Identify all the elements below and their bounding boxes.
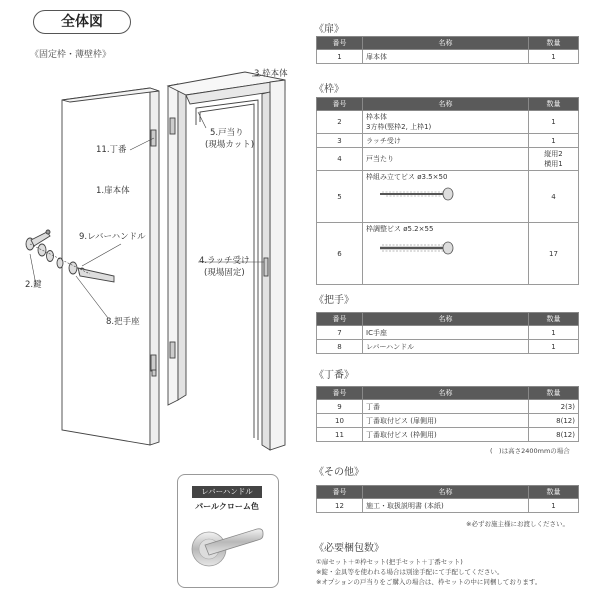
row-no: 6	[317, 223, 363, 285]
row-name: 戸当たり	[363, 148, 529, 171]
table-row	[317, 171, 579, 223]
col-name: 名称	[363, 486, 529, 499]
row-name: 枠組み立てビス ø3.5×50	[366, 173, 448, 181]
row-name: 枠調整ビス ø5.2×55	[366, 225, 434, 233]
table-row	[317, 50, 579, 64]
table-row	[317, 414, 579, 428]
packing-line-3: ※オプションの戸当りをご購入の場合は、枠セットの中に同梱しております。	[316, 578, 542, 586]
row-no: 8	[317, 340, 363, 354]
col-qty: 数量	[529, 387, 579, 400]
row-name-cell	[363, 171, 529, 223]
door-frame-diagram	[0, 60, 300, 470]
row-qty: 1	[529, 111, 579, 134]
row-name: 丁番取付ビス (扉側用)	[363, 414, 529, 428]
table-row	[317, 340, 579, 354]
section-other: 《その他》	[314, 467, 364, 478]
section-door: 《扉》	[314, 24, 344, 35]
row-no: 1	[317, 50, 363, 64]
col-name: 名称	[363, 313, 529, 326]
row-no: 10	[317, 414, 363, 428]
frame-right-jamb-front	[270, 80, 285, 450]
label-frame-body: 3.枠本体	[254, 69, 288, 79]
sample-color-name: パールクローム色	[195, 502, 259, 511]
row-name	[363, 111, 529, 134]
row-name: ラッチ受け	[363, 134, 529, 148]
row-qty: 4	[529, 171, 579, 223]
label-door-body: 1.扉本体	[96, 186, 130, 196]
section-frame: 《枠》	[314, 84, 344, 95]
row-qty-line2: 横用1	[544, 160, 563, 168]
table-row	[317, 134, 579, 148]
row-qty: 1	[529, 340, 579, 354]
table-row	[317, 148, 579, 171]
col-qty: 数量	[529, 37, 579, 50]
row-qty: 8(12)	[529, 414, 579, 428]
col-no: 番号	[317, 98, 363, 111]
row-no: 2	[317, 111, 363, 134]
table-row	[317, 428, 579, 442]
section-hinge: 《丁番》	[314, 370, 354, 381]
row-qty: 8(12)	[529, 428, 579, 442]
row-name: 丁番	[363, 400, 529, 414]
diagram-subtitle: 《固定枠・薄壁枠》	[30, 50, 112, 60]
col-name: 名称	[363, 98, 529, 111]
leader-door-stop	[198, 112, 206, 128]
table-row	[317, 111, 579, 134]
frame-assembly-screw-icon	[378, 186, 458, 202]
col-qty: 数量	[529, 486, 579, 499]
packing-line-1: ①扉セット＋②枠セット(把手セット＋丁番セット)	[316, 558, 463, 566]
row-no: 4	[317, 148, 363, 171]
col-no: 番号	[317, 387, 363, 400]
col-no: 番号	[317, 486, 363, 499]
jamb-hinge-top	[170, 118, 175, 134]
label-handle-base: 8.把手座	[106, 317, 140, 327]
frame-left-jamb-side	[178, 84, 186, 400]
row-qty: 1	[529, 326, 579, 340]
row-name: 扉本体	[363, 50, 529, 64]
other-parts-table	[316, 485, 579, 513]
label-latch-receiver-note: (現場固定)	[204, 268, 245, 278]
door-hinge-bottom	[151, 355, 156, 371]
row-qty: 1	[529, 50, 579, 64]
row-no: 12	[317, 499, 363, 513]
page-title: 全体図	[33, 10, 131, 34]
col-qty: 数量	[529, 313, 579, 326]
row-qty	[529, 148, 579, 171]
hinge-note: ( )は高さ2400mmの場合	[490, 447, 570, 455]
row-qty: 1	[529, 134, 579, 148]
col-no: 番号	[317, 313, 363, 326]
row-name-line1: 枠本体	[366, 113, 387, 121]
row-name-cell	[363, 223, 529, 285]
table-row	[317, 499, 579, 513]
handle-parts-table	[316, 312, 579, 354]
row-qty: 1	[529, 499, 579, 513]
label-door-stop-note: (現場カット)	[205, 140, 255, 150]
row-qty: 17	[529, 223, 579, 285]
label-latch-receiver: 4.ラッチ受け	[199, 256, 250, 266]
row-qty-line1: 縦用2	[544, 150, 563, 158]
section-handle: 《把手》	[314, 295, 354, 306]
row-name: 丁番取付ビス (枠側用)	[363, 428, 529, 442]
row-no: 7	[317, 326, 363, 340]
section-packing: 《必要梱包数》	[314, 543, 384, 554]
lever-handle-photo	[185, 515, 270, 575]
row-no: 5	[317, 171, 363, 223]
table-row	[317, 400, 579, 414]
row-name-line2: 3方枠(竪枠2, 上枠1)	[366, 123, 432, 131]
row-name: 施工・取扱説明書 (本紙)	[363, 499, 529, 513]
sample-tag: レバーハンドル	[192, 486, 262, 498]
hinge-parts-table	[316, 386, 579, 442]
col-no: 番号	[317, 37, 363, 50]
col-name: 名称	[363, 37, 529, 50]
latch-receiver-plate	[264, 258, 268, 276]
row-name: レバーハンドル	[363, 340, 529, 354]
frame-adjust-screw-icon	[378, 240, 458, 256]
row-no: 11	[317, 428, 363, 442]
table-row	[317, 223, 579, 285]
row-no: 9	[317, 400, 363, 414]
packing-line-2: ※錠・金具等を使われる場合は別途手配にて手配してください。	[316, 568, 504, 576]
label-hinge: 11.丁番	[96, 145, 127, 155]
row-qty: 2(3)	[529, 400, 579, 414]
row-no: 3	[317, 134, 363, 148]
label-lever-handle: 9.レバーハンドル	[79, 232, 146, 242]
frame-parts-table	[316, 97, 579, 285]
label-key: 2.鍵	[25, 280, 42, 290]
other-note: ※必ずお施主様にお渡しください。	[466, 520, 569, 528]
handle-rosette	[69, 262, 77, 274]
col-name: 名称	[363, 387, 529, 400]
door-parts-table	[316, 36, 579, 64]
row-name: IC手座	[363, 326, 529, 340]
label-door-stop: 5.戸当り	[210, 128, 244, 138]
jamb-hinge-bottom	[170, 342, 175, 358]
col-qty: 数量	[529, 98, 579, 111]
table-row	[317, 326, 579, 340]
